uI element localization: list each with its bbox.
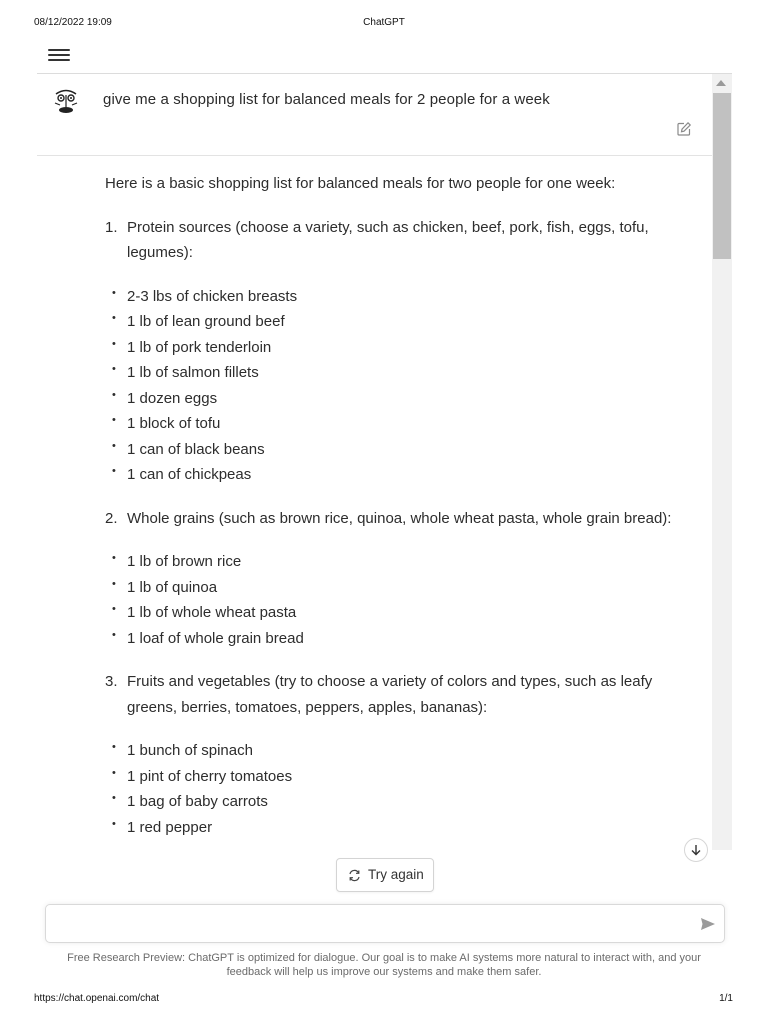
send-icon[interactable] (700, 917, 716, 931)
list-item: • 1 bunch of spinach (127, 738, 695, 764)
print-page-number: 1/1 (719, 993, 733, 1004)
message-input[interactable] (56, 913, 680, 935)
edit-icon[interactable] (676, 121, 692, 137)
numbered-item (105, 506, 695, 532)
list-item: • 1 red pepper (127, 815, 695, 841)
section-heading: Fruits and vegetables (try to choose a variety of colors and types, such as leafy greens, berries, tomatoes, peppers, apples, bananas): (127, 673, 653, 716)
response-intro: Here is a basic shopping list for balanced meals for two people for one week: (105, 175, 616, 192)
list-item: • 1 lb of lean ground beef (127, 309, 695, 335)
refresh-icon (348, 869, 361, 882)
scroll-to-bottom-button[interactable] (684, 838, 708, 862)
avatar (51, 86, 81, 116)
print-date: 08/12/2022 19:09 (34, 17, 112, 28)
bullet-list (105, 549, 695, 651)
bullet-list (105, 738, 695, 840)
user-message-row (37, 74, 712, 156)
print-title: ChatGPT (363, 17, 405, 28)
assistant-response (105, 171, 695, 840)
scroll-up-arrow-icon[interactable] (716, 80, 726, 86)
item-number: 1. (105, 218, 118, 236)
scrollbar-thumb[interactable] (713, 93, 731, 259)
list-item: • 1 lb of pork tenderloin (127, 335, 695, 361)
list-item: • 2-3 lbs of chicken breasts (127, 284, 695, 310)
print-header (0, 17, 768, 31)
list-item: • 1 can of chickpeas (127, 462, 695, 488)
list-item: • 1 dozen eggs (127, 386, 695, 412)
list-item: • 1 bag of baby carrots (127, 789, 695, 815)
message-input-container (45, 904, 725, 943)
user-message-text: give me a shopping list for balanced meals for 2 people for a week (103, 91, 550, 108)
list-item: • 1 pint of cherry tomatoes (127, 764, 695, 790)
disclaimer-text: Free Research Preview: ChatGPT is optimized for dialogue. Our goal is to make AI systems more natural to interact with, and your feedback will help us improve our systems and make them safer. (67, 952, 701, 978)
bullet-list (105, 284, 695, 488)
list-item: • 1 lb of quinoa (127, 575, 695, 601)
list-item: • 1 lb of whole wheat pasta (127, 600, 695, 626)
numbered-item (105, 669, 695, 720)
section-heading: Whole grains (such as brown rice, quinoa, whole wheat pasta, whole grain bread): (127, 509, 672, 527)
list-item: • 1 can of black beans (127, 437, 695, 463)
arrow-down-icon (685, 839, 707, 861)
list-item: • 1 lb of salmon fillets (127, 360, 695, 386)
numbered-item (105, 215, 695, 266)
list-item: • 1 lb of brown rice (127, 549, 695, 575)
item-number: 2. (105, 509, 118, 527)
item-number: 3. (105, 673, 118, 690)
list-item: • 1 block of tofu (127, 411, 695, 437)
try-again-button[interactable] (336, 858, 434, 892)
list-item: • 1 loaf of whole grain bread (127, 626, 695, 652)
section-heading: Protein sources (choose a variety, such as chicken, beef, pork, fish, eggs, tofu, legumes): (127, 218, 649, 261)
menu-icon[interactable] (48, 46, 70, 64)
print-url: https://chat.openai.com/chat (34, 993, 160, 1004)
try-again-label: Try again (368, 867, 424, 882)
